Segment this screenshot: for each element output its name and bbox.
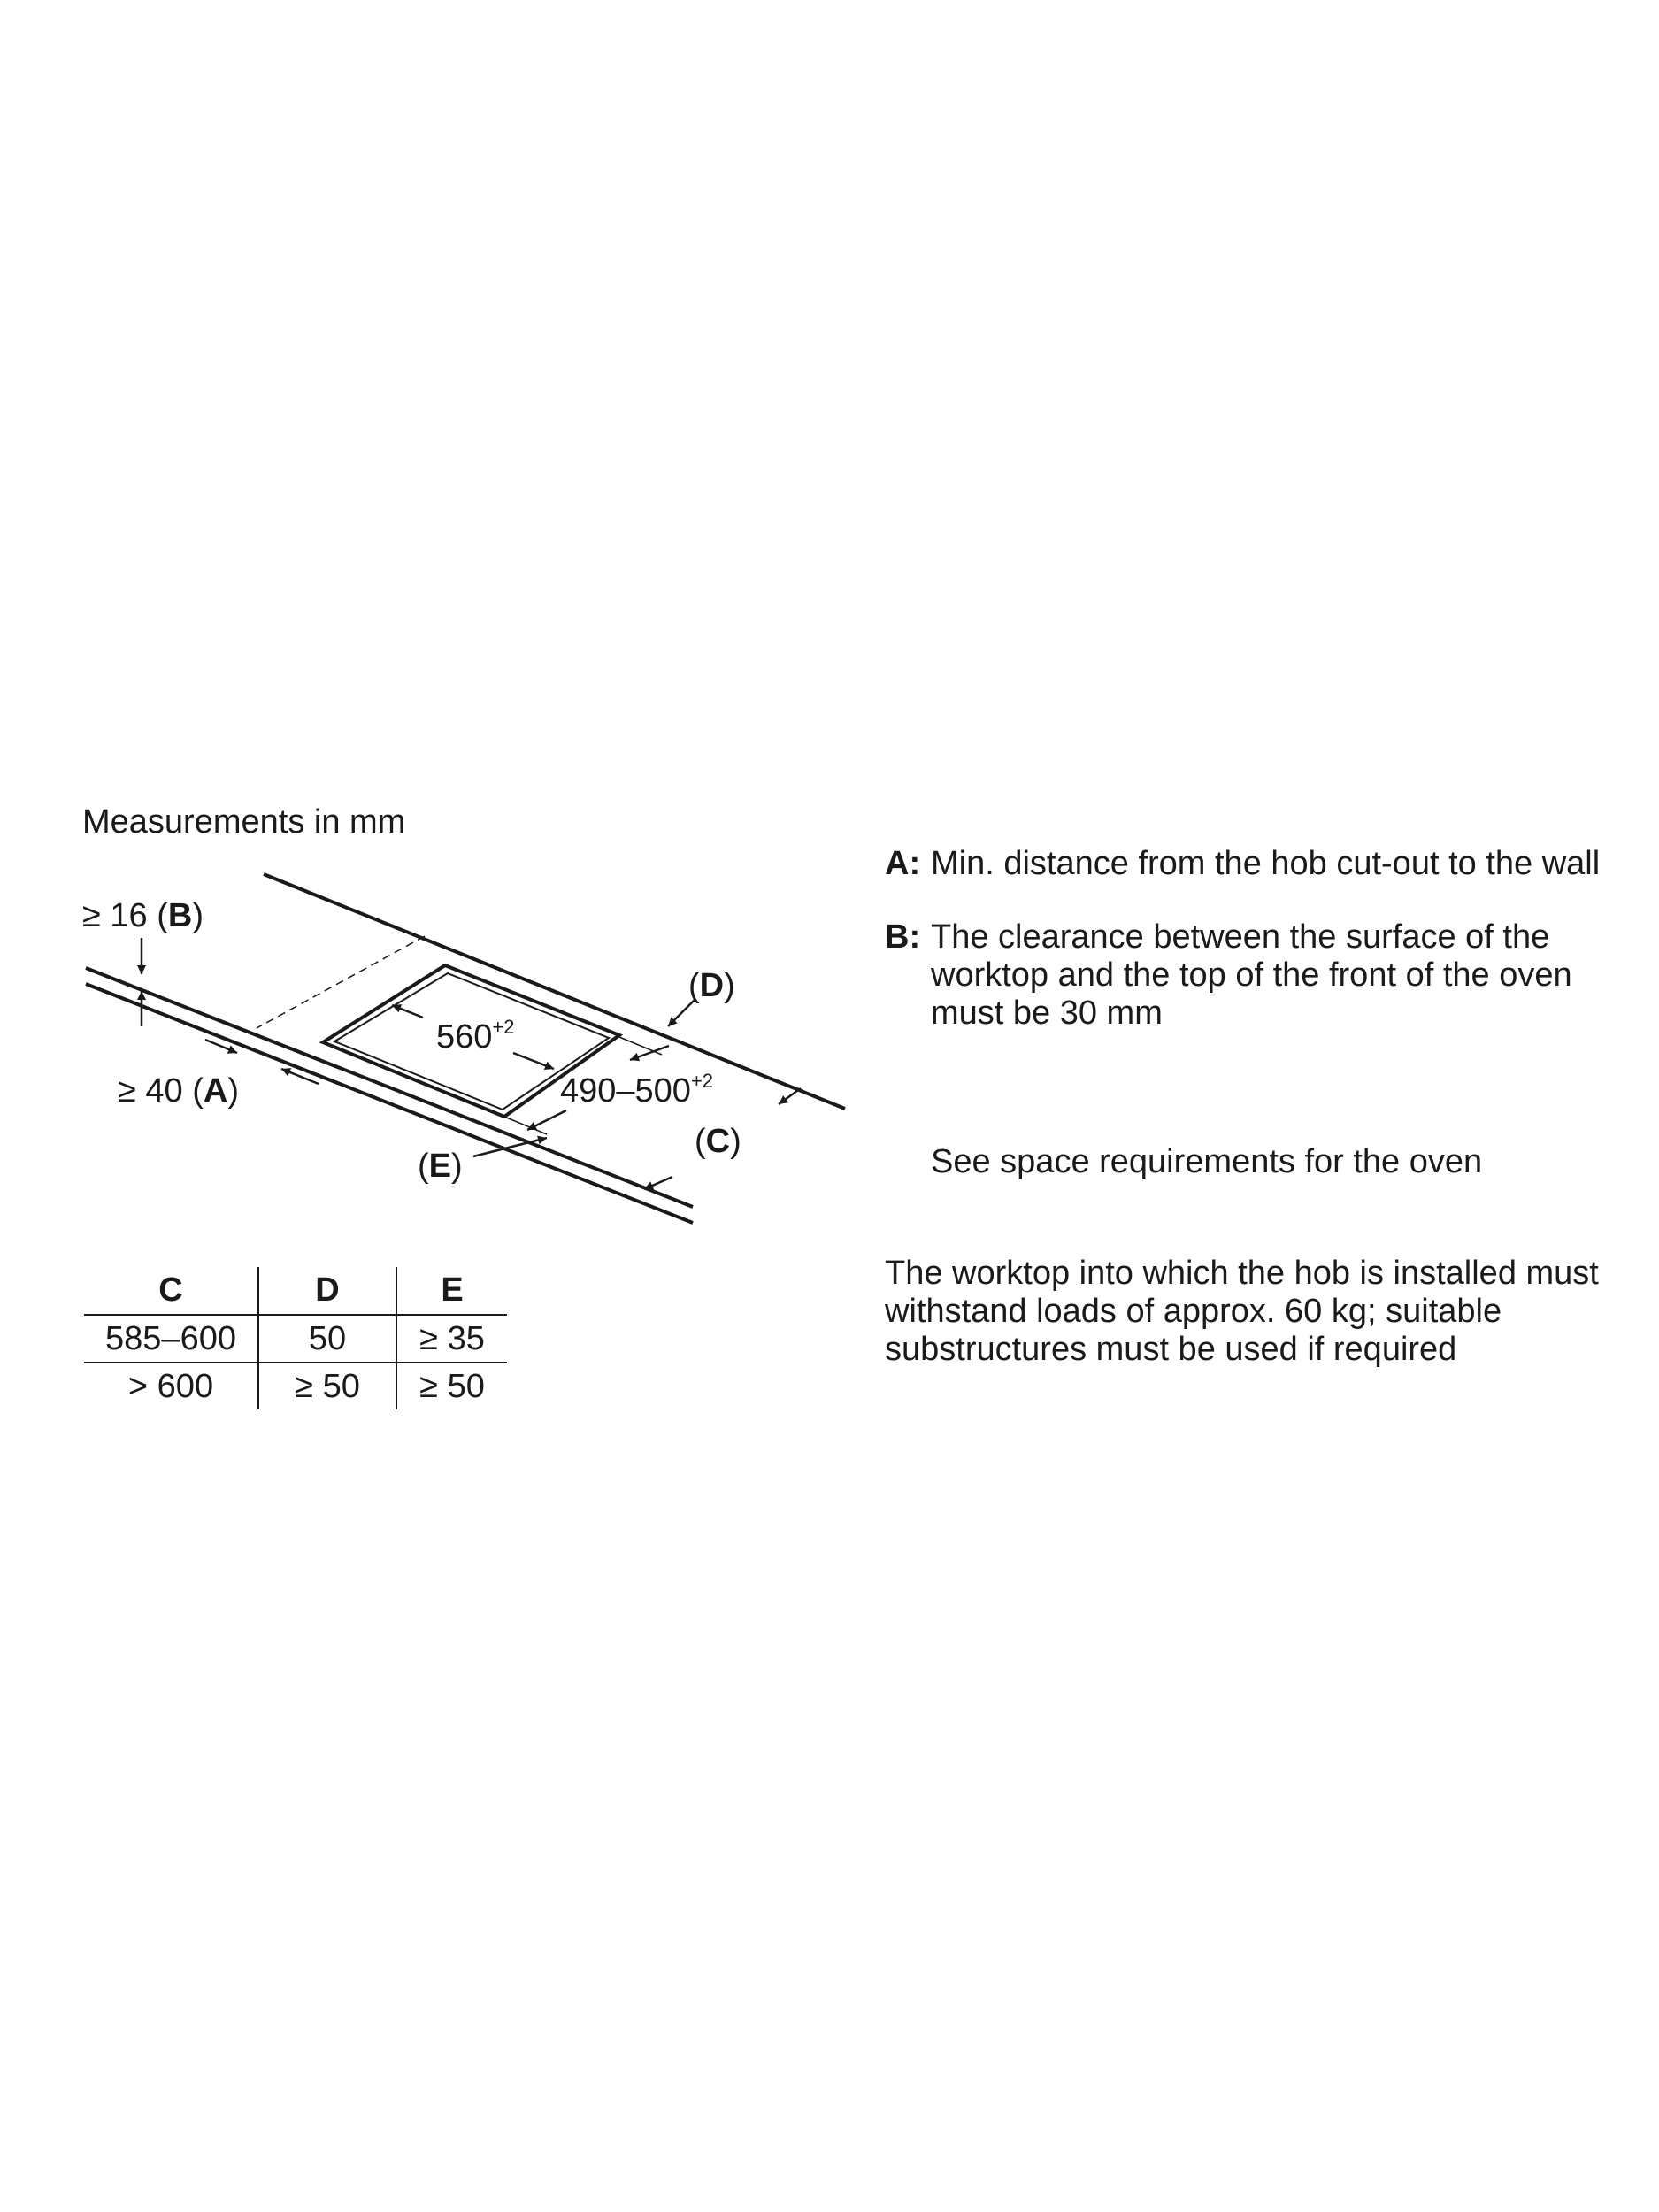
legend-text-b: The clearance between the surface of the worktop and the top of the front of the oven must be 30 mm (931, 918, 1572, 1032)
a-dimension-label: ≥ 40 (A) (118, 1072, 240, 1110)
depth-arrow-top (630, 1046, 669, 1060)
table-cell: ≥ 50 (396, 1363, 507, 1409)
c-dimension-arrow-bottom (644, 1177, 672, 1189)
width-arrow-right (513, 1053, 554, 1069)
table-row (84, 1363, 507, 1409)
width-arrow-left (392, 1005, 423, 1018)
space-requirements-note: See space requirements for the oven (931, 1143, 1483, 1180)
a-dimension-arrow-right (281, 1069, 319, 1084)
c-dimension-label: (C) (695, 1123, 741, 1160)
legend (885, 845, 1610, 1068)
c-dimension-arrow-top (779, 1088, 801, 1104)
legend-key-a: A: (885, 845, 921, 882)
worktop-load-note: The worktop into which the hob is installed must withstand loads of approx. 60 kg; suitable substructures must be used if required (885, 1255, 1599, 1368)
depth-arrow-bottom (527, 1110, 566, 1130)
depth-dimension-label: $490-500^{+2}$ (560, 1070, 714, 1110)
legend-item-b (885, 918, 1610, 1033)
table-row (84, 1315, 507, 1363)
table-cell: 585–600 (84, 1315, 258, 1363)
clearance-table (84, 1267, 507, 1409)
table-cell: 50 (258, 1315, 396, 1363)
legend-key-b: B: (885, 918, 921, 956)
measurements-heading: Measurements in mm (82, 803, 406, 841)
table-cell: ≥ 50 (258, 1363, 396, 1409)
width-dimension-label: $560^{+2}$ (436, 1016, 515, 1056)
e-dimension-label: (E) (418, 1148, 463, 1185)
table-header-e: E (396, 1267, 507, 1315)
b-dimension-label: ≥ 16 (B) (82, 897, 204, 934)
legend-item-a (885, 845, 1610, 883)
table-header-row (84, 1267, 507, 1315)
legend-text-a: Min. distance from the hob cut-out to the wall (931, 845, 1601, 882)
table-header-d: D (258, 1267, 396, 1315)
table-cell: > 600 (127, 1368, 214, 1405)
dashed-guide-line (257, 936, 425, 1028)
table-cell: ≥ 35 (396, 1315, 507, 1363)
d-dimension-label: (D) (688, 967, 735, 1004)
table-header-c: C (84, 1267, 258, 1315)
